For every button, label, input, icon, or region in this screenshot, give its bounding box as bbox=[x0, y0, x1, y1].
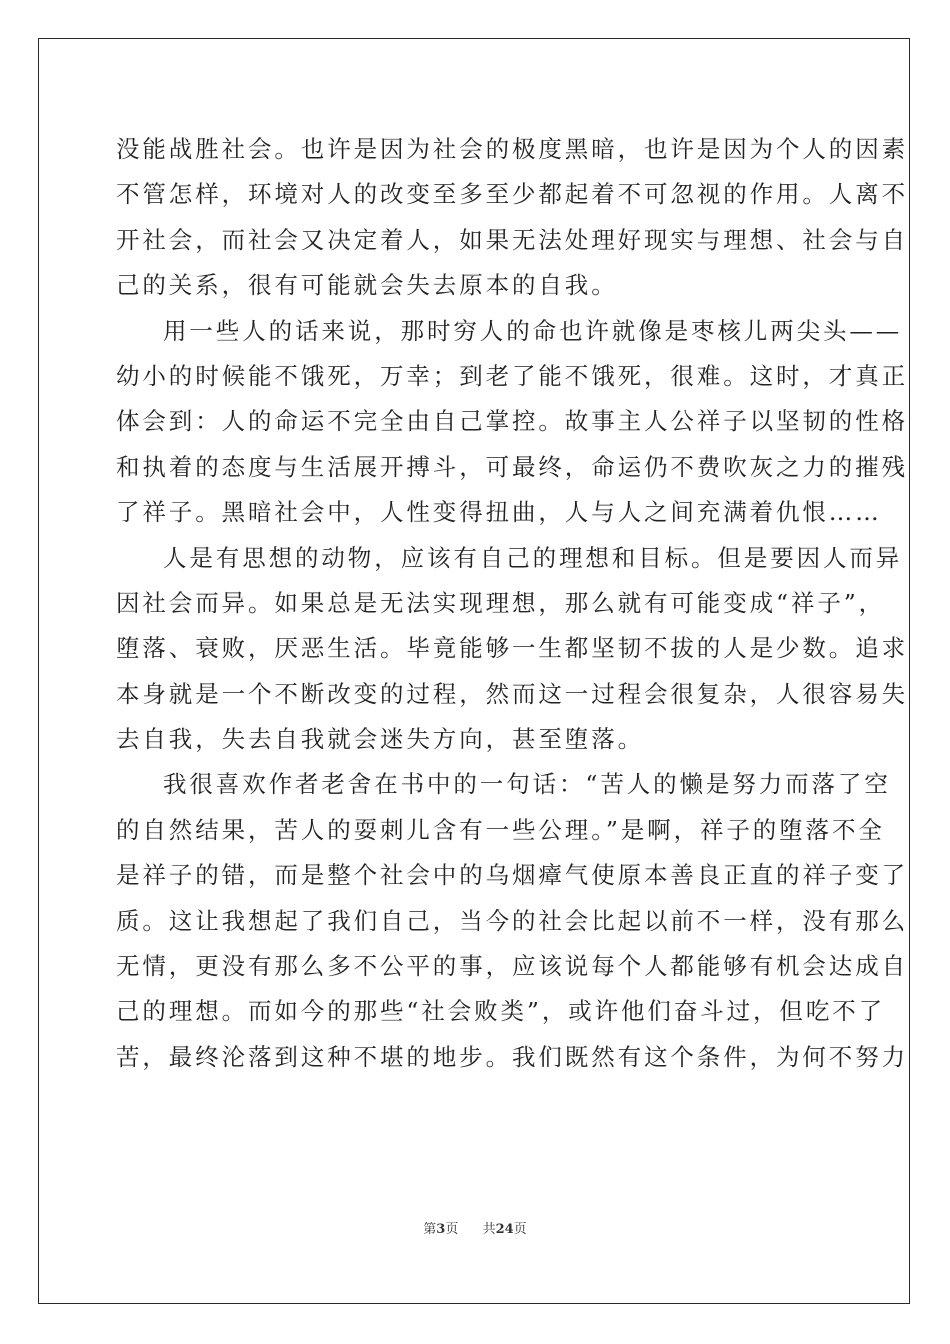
text-line: 用一些人的话来说，那时穷人的命也许就像是枣核儿两尖头—— bbox=[163, 316, 903, 345]
text-line: 无情，更没有那么多不公平的事，应该说每个人都能够有机会达成自 bbox=[116, 952, 908, 981]
text-line: 己的关系，很有可能就会失去原本的自我。 bbox=[116, 271, 618, 300]
text-line: 己的理想。而如今的那些“社会败类”，或许他们奋斗过，但吃不了 bbox=[116, 997, 886, 1026]
text-line: 去自我，失去自我就会迷失方向，甚至堕落。 bbox=[116, 725, 644, 754]
total-prefix: 共 bbox=[482, 1222, 496, 1237]
total-pages-indicator bbox=[483, 1218, 527, 1237]
text-line: 幼小的时候能不饿死，万幸；到老了能不饿死，很难。这时，才真正 bbox=[116, 361, 908, 390]
total-suffix: 页 bbox=[513, 1222, 527, 1237]
text-line: 开社会，而社会又决定着人，如果无法处理好现实与理想、社会与自 bbox=[116, 225, 908, 254]
text-line: 我很喜欢作者老舍在书中的一句话：“苦人的懒是努力而落了空 bbox=[163, 770, 891, 799]
text-line: 是祥子的错，而是整个社会中的乌烟瘴气使原本善良正直的祥子变了 bbox=[116, 861, 908, 890]
text-line: 没能战胜社会。也许是因为社会的极度黑暗，也许是因为个人的因素 bbox=[116, 135, 908, 163]
text-line: 和执着的态度与生活展开搏斗，可最终，命运仍不费吹灰之力的摧残 bbox=[116, 452, 908, 481]
text-line: 人是有思想的动物，应该有自己的理想和目标。但是要因人而异 bbox=[163, 543, 903, 572]
text-line: 苦，最终沦落到这种不堪的地步。我们既然有这个条件，为何不努力 bbox=[116, 1042, 908, 1071]
page-prefix: 第 bbox=[423, 1222, 437, 1237]
text-line: 本身就是一个不断改变的过程，然而这一过程会很复杂，人很容易失 bbox=[116, 679, 908, 708]
page-suffix: 页 bbox=[445, 1222, 459, 1237]
text-line: 不管怎样，环境对人的改变至多至少都起着不可忽视的作用。人离不 bbox=[116, 180, 908, 209]
text-line: 体会到：人的命运不完全由自己掌控。故事主人公祥子以坚韧的性格 bbox=[116, 407, 908, 436]
text-line: 质。这让我想起了我们自己，当今的社会比起以前不一样，没有那么 bbox=[116, 906, 908, 935]
text-line: 因社会而异。如果总是无法实现理想，那么就有可能变成“祥子”， bbox=[116, 588, 886, 617]
page-footer bbox=[0, 1218, 950, 1237]
document-body bbox=[116, 127, 908, 1080]
total-pages: 24 bbox=[495, 1222, 514, 1237]
text-line: 的自然结果，苦人的耍刺儿含有一些公理。”是啊，祥子的堕落不全 bbox=[116, 815, 885, 844]
text-line: 了祥子。黑暗社会中，人性变得扭曲，人与人之间充满着仇恨…… bbox=[116, 498, 882, 527]
page-number: 3 bbox=[436, 1222, 446, 1237]
page-indicator bbox=[423, 1218, 458, 1237]
text-line: 堕落、衰败，厌恶生活。毕竟能够一生都坚韧不拔的人是少数。追求 bbox=[116, 634, 908, 663]
